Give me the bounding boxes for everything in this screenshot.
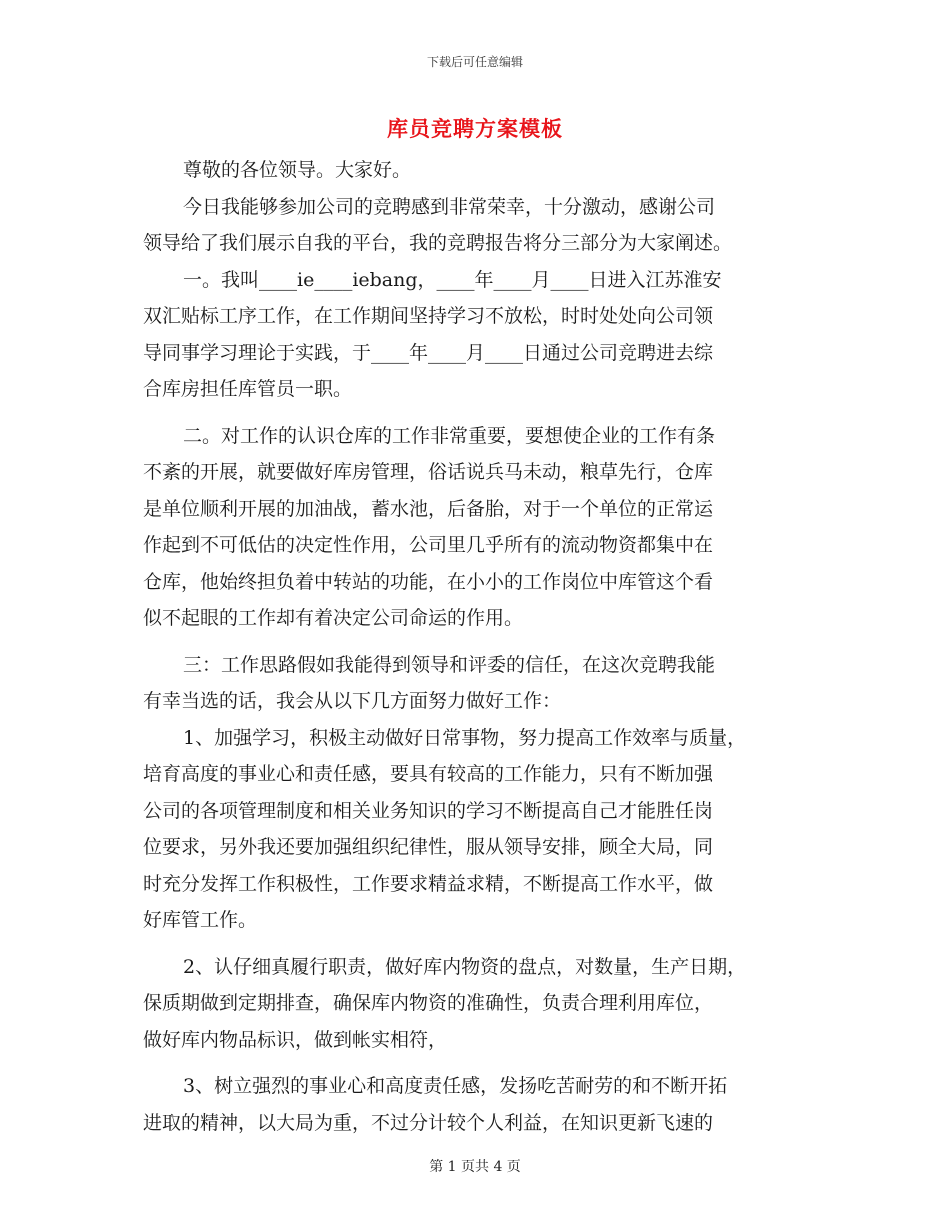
body-line: 尊敬的各位领导。大家好。 [183,159,412,181]
body-line: 二。对工作的认识仓库的工作非常重要，要想使企业的工作有条 [183,424,716,447]
body-line: 做好库内物品标识，做到帐实相符， [143,1028,448,1051]
body-line: 进取的精神，以大局为重，不过分计较个人利益，在知识更新飞速的 [143,1111,714,1134]
body-line: 领导给了我们展示自我的平台，我的竞聘报告将分三部分为大家阐述。 [143,232,733,254]
body-line: 作起到不可低估的决定性作用，公司里几乎所有的流动物资都集中在 [143,534,714,556]
body-line: 时充分发挥工作积极性，工作要求精益求精，不断提高工作水平，做 [143,872,714,895]
body-line: 保质期做到定期排查，确保库内物资的准确性，负责合理利用库位， [143,992,714,1014]
body-line: 好库管工作。 [143,909,258,931]
body-line: 仓库，他始终担负着中转站的功能，在小小的工作岗位中库管这个看 [143,570,714,593]
body-line: 培育高度的事业心和责任感，要具有较高的工作能力，只有不断加强 [143,763,714,785]
body-line: 公司的各项管理制度和相关业务知识的学习不断提高自己才能胜任岗 [143,799,714,822]
body-line: 似不起眼的工作却有着决定公司命运的作用。 [143,607,524,629]
body-line: 三：工作思路假如我能得到领导和评委的信任，在这次竞聘我能 [183,653,716,676]
body-line: 1、加强学习，积极主动做好日常事物，努力提高工作效率与质量， [183,726,747,749]
body-line: 双汇贴标工序工作，在工作期间坚持学习不放松，时时处处向公司领 [143,305,714,327]
page-footer: 第 1 页共 4 页 [429,1159,521,1175]
header-note: 下载后可任意编辑 [426,55,523,69]
document-title: 库员竞聘方案模板 [387,116,563,141]
body-line: 合库房担任库管员一职。 [143,378,353,400]
body-line: 有幸当选的话，我会从以下几方面努力做好工作： [143,690,562,712]
body-line: 不紊的开展，就要做好库房管理，俗话说兵马未动，粮草先行，仓库 [143,461,714,483]
body-line: 位要求，另外我还要加强组织纪律性，服从领导安排，顾全大局，同 [143,836,714,858]
body-line: 导同事学习理论于实践，于____年____月____日通过公司竞聘进去综 [143,341,714,364]
body-line: 今日我能够参加公司的竞聘感到非常荣幸，十分激动，感谢公司 [183,195,716,218]
body-line: 2、认仔细真履行职责，做好库内物资的盘点，对数量，生产日期， [183,955,747,978]
body-line: 是单位顺利开展的加油战，蓄水池，后备胎，对于一个单位的正常运 [143,497,714,520]
body-line: 一。我叫____ie____iebang，____年____月____日进入江苏淮安 [183,268,722,291]
body-line: 3、树立强烈的事业心和高度责任感，发扬吃苦耐劳的和不断开拓 [183,1075,728,1097]
document-body [143,152,823,1141]
